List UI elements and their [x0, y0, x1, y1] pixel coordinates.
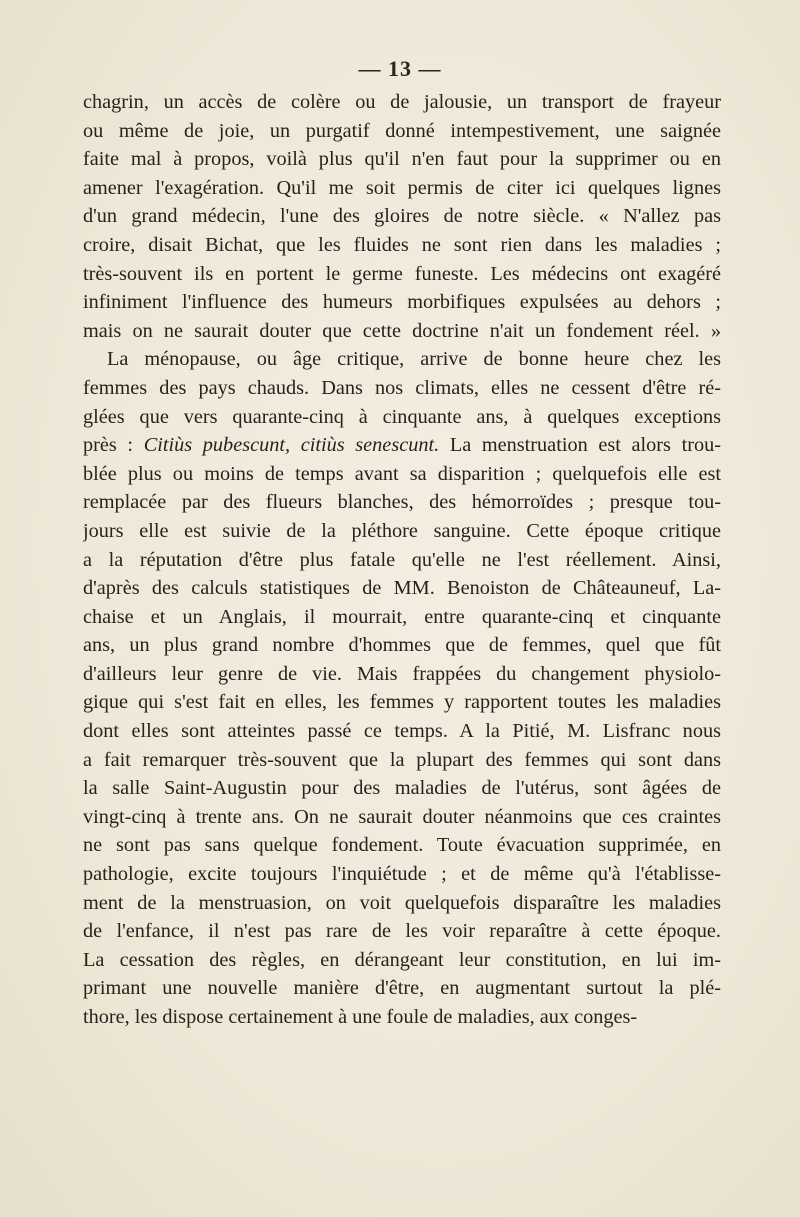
text-line-17: a la réputation d'être plus fatale qu'elle ne l'est réellement. Ainsi,	[83, 548, 721, 571]
text-line-25: la salle Saint-Augustin pour des maladies de l'utérus, sont âgées de	[83, 777, 721, 800]
text-line-8: infiniment l'influence des humeurs morbifiques expulsées au dehors ;	[83, 291, 721, 314]
text-line-22: gique qui s'est fait en elles, les femmes y rapportent toutes les maladies	[83, 691, 721, 714]
text-line-31: La cessation des règles, en dérangeant leur constitution, en lui im-	[83, 948, 721, 971]
text-line-27: ne sont pas sans quelque fondement. Toute évacuation supprimée, en	[83, 834, 721, 857]
text-line-6: croire, disait Bichat, que les fluides ne sont rien dans les maladies ;	[83, 233, 721, 256]
text-line-13-pre: près :	[83, 434, 144, 457]
text-line-13	[83, 431, 721, 460]
latin-quote: Citiùs pubescunt, citiùs senescunt.	[143, 434, 440, 457]
text-line-18: d'après des calculs statistiques de MM. Benoiston de Châteauneuf, La-	[83, 577, 721, 600]
text-line-19: chaise et un Anglais, il mourrait, entre quarante-cinq et cinquante	[83, 605, 721, 628]
text-line-5: d'un grand médecin, l'une des gloires de notre siècle. « N'allez pas	[83, 205, 721, 228]
text-line-2: ou même de joie, un purgatif donné intempestivement, une saignée	[83, 119, 721, 142]
text-line-11: femmes des pays chauds. Dans nos climats, elles ne cessent d'être ré-	[83, 376, 721, 399]
text-line-32: primant une nouvelle manière d'être, en augmentant surtout la plé-	[83, 977, 721, 1000]
text-line-30: de l'enfance, il n'est pas rare de les voir reparaître à cette époque.	[83, 920, 721, 943]
text-line-28: pathologie, excite toujours l'inquiétude ; et de même qu'à l'établisse-	[83, 863, 721, 886]
text-line-26: vingt-cinq à trente ans. On ne saurait douter néanmoins que ces craintes	[83, 805, 721, 828]
page-number: — 13 —	[358, 56, 442, 81]
body-text	[83, 88, 721, 1032]
text-line-21: d'ailleurs leur genre de vie. Mais frappées du changement physiolo-	[83, 662, 721, 685]
text-line-29: ment de la menstruasion, on voit quelquefois disparaître les maladies	[83, 891, 721, 914]
text-line-12: glées que vers quarante-cinq à cinquante ans, à quelques exceptions	[83, 405, 721, 428]
text-line-10: La ménopause, ou âge critique, arrive de bonne heure chez les	[107, 348, 721, 371]
text-line-15: remplacée par des flueurs blanches, des hémorroïdes ; presque tou-	[83, 491, 721, 514]
text-line-7: très-souvent ils en portent le germe funeste. Les médecins ont exagéré	[83, 262, 721, 285]
text-line-23: dont elles sont atteintes passé ce temps. A la Pitié, M. Lisfranc nous	[83, 720, 721, 743]
text-line-13-post: La menstruation est alors trou-	[439, 434, 721, 457]
text-line-20: ans, un plus grand nombre d'hommes que de femmes, quel que fût	[83, 634, 721, 657]
text-line-1: chagrin, un accès de colère ou de jalousie, un transport de frayeur	[83, 91, 721, 113]
text-line-24: a fait remarquer très-souvent que la plupart des femmes qui sont dans	[83, 748, 721, 771]
text-line-3: faite mal à propos, voilà plus qu'il n'en faut pour la supprimer ou en	[83, 148, 721, 171]
text-line-4: amener l'exagération. Qu'il me soit permis de citer ici quelques lignes	[83, 176, 721, 199]
text-line-14: blée plus ou moins de temps avant sa disparition ; quelquefois elle est	[83, 462, 721, 485]
text-line-33: thore, les dispose certainement à une foule de maladies, aux conges-	[83, 1006, 638, 1028]
text-line-16: jours elle est suivie de la pléthore sanguine. Cette époque critique	[83, 519, 721, 542]
text-line-9: mais on ne saurait douter que cette doctrine n'ait un fondement réel. »	[83, 319, 721, 342]
